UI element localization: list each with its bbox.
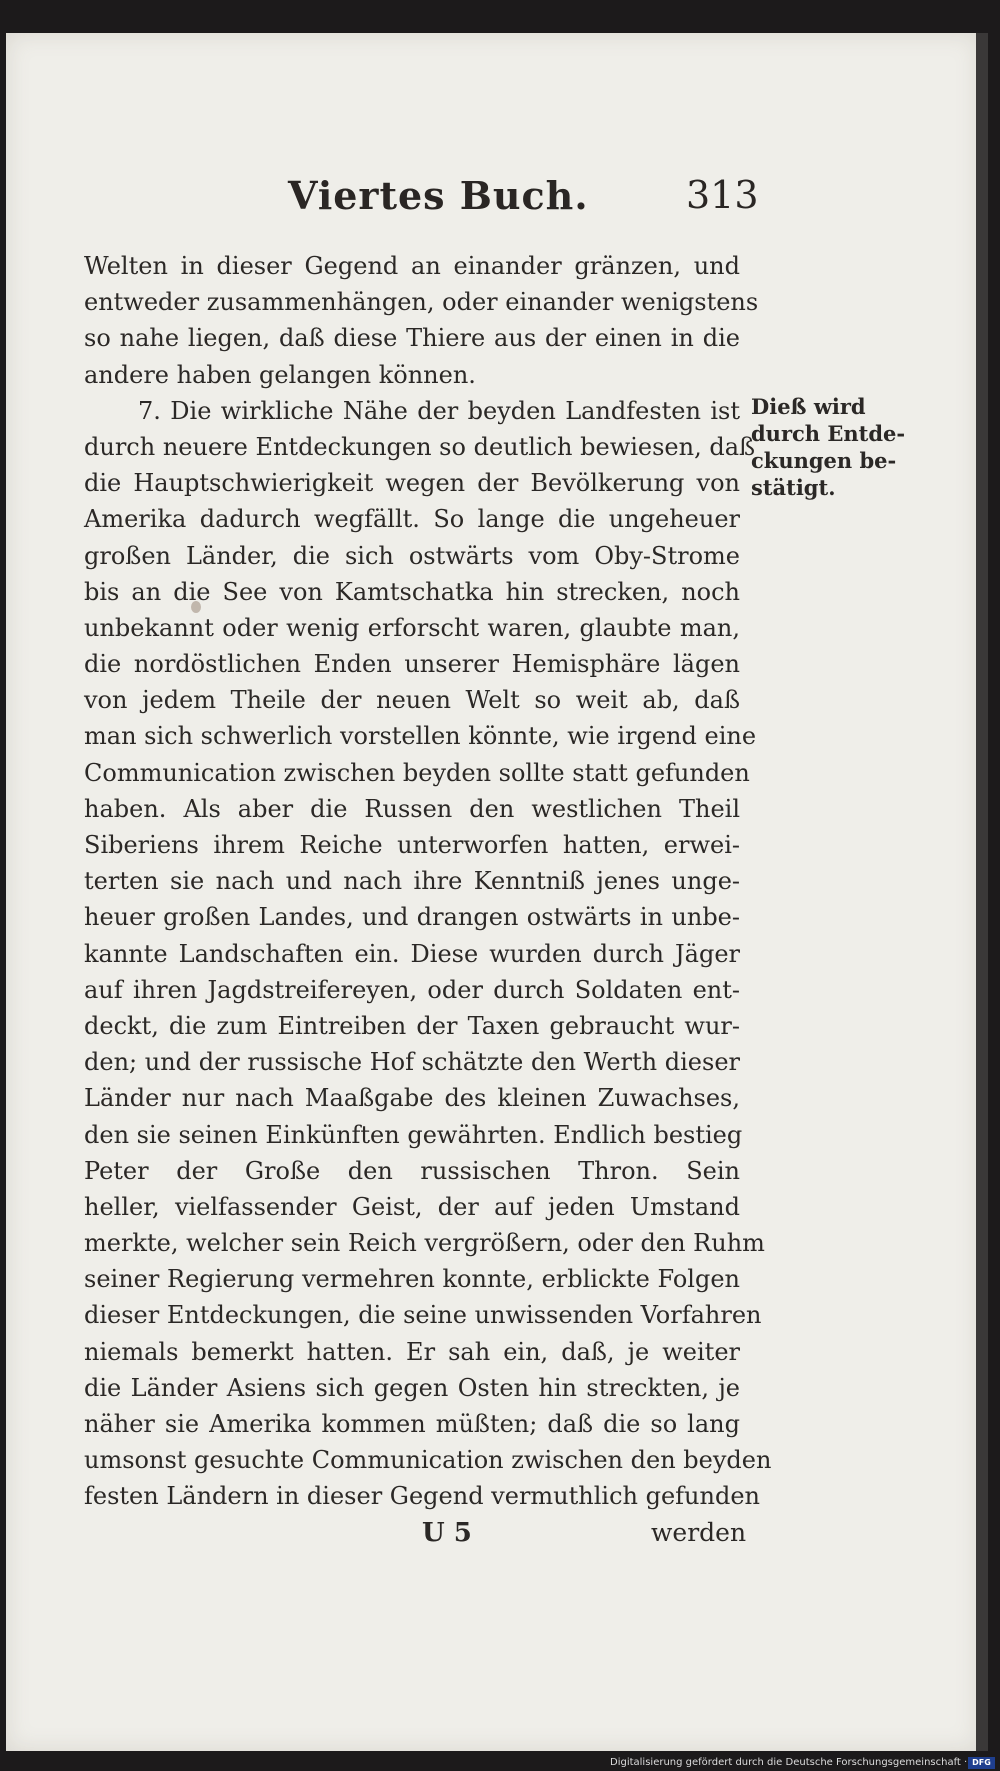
text-line: die Hauptschwierigkeit wegen der Bevölkerung von	[84, 469, 740, 498]
text-line: näher sie Amerika kommen müßten; daß die so lang	[84, 1410, 740, 1438]
text-line: haben. Als aber die Russen den westlichen Theil	[84, 794, 740, 823]
text-line: auf ihren Jagdstreifereyen, oder durch Soldaten ent-	[84, 975, 740, 1004]
text-line: Siberiens ihrem Reiche unterworfen hatten, erwei-	[84, 831, 740, 859]
text-line: Länder nur nach Maaßgabe des kleinen Zuwachses,	[84, 1084, 740, 1113]
text-line: bis an die See von Kamtschatka hin strecken, noch	[84, 577, 740, 606]
margin-note-line: durch Entde-	[751, 421, 906, 446]
page-footer	[6, 1518, 746, 1558]
text-line: die Länder Asiens sich gegen Osten hin streckten, je	[84, 1373, 740, 1402]
text-line: den sie seinen Einkünften gewährten. Endlich bestieg	[84, 1120, 743, 1149]
text-line: kannte Landschaften ein. Diese wurden durch Jäger	[84, 939, 740, 968]
text-line: 7. Die wirkliche Nähe der beyden Landfesten ist	[138, 396, 740, 425]
body-text	[84, 248, 772, 1515]
text-line: von jedem Theile der neuen Welt so weit ab, daß	[84, 686, 740, 715]
text-line: so nahe liegen, daß diese Thiere aus der einen in die	[84, 324, 740, 353]
running-title: Viertes Buch.	[288, 173, 589, 218]
digitization-credit: Digitalisierung gefördert durch die Deutsche Forschungsgemeinschaft ·	[610, 1757, 968, 1768]
margin-note	[751, 393, 906, 501]
page-header	[6, 173, 759, 223]
text-line: heller, vielfassender Geist, der auf jeden Umstand	[84, 1192, 740, 1221]
text-line: umsonst gesuchte Communication zwischen den beyden	[84, 1446, 772, 1475]
margin-note-line: stätigt.	[751, 475, 836, 500]
text-line: man sich schwerlich vorstellen könnte, wie irgend eine	[84, 722, 757, 751]
text-line: Peter der Große den russischen Thron. Sein	[84, 1156, 740, 1185]
text-line: festen Ländern in dieser Gegend vermuthlich gefunden	[84, 1482, 760, 1511]
text-line: unbekannt oder wenig erforscht waren, glaubte man,	[84, 613, 740, 642]
text-line: heuer großen Landes, und drangen ostwärts in unbe-	[84, 903, 740, 932]
margin-note-line: ckungen be-	[751, 448, 897, 473]
text-line: deckt, die zum Eintreiben der Taxen gebraucht wur-	[84, 1011, 740, 1040]
margin-note-line: Dieß wird	[751, 394, 866, 419]
text-line: niemals bemerkt hatten. Er sah ein, daß, je weiter	[84, 1337, 740, 1366]
signature-mark: U 5	[422, 1518, 472, 1548]
dfg-logo: DFG	[968, 1757, 995, 1769]
text-line: entweder zusammenhängen, oder einander wenigstens	[84, 288, 759, 317]
text-line: Amerika dadurch wegfällt. So lange die ungeheuer	[84, 505, 740, 534]
catchword: werden	[651, 1518, 747, 1547]
text-line: die nordöstlichen Enden unserer Hemisphäre lägen	[84, 650, 740, 679]
text-line: Communication zwischen beyden sollte statt gefunden	[84, 758, 750, 787]
text-line: andere haben gelangen können.	[84, 360, 476, 389]
book-page	[6, 33, 979, 1751]
page-edge	[976, 33, 988, 1751]
text-line: merkte, welcher sein Reich vergrößern, oder den Ruhm	[84, 1229, 765, 1258]
text-line: terten sie nach und nach ihre Kenntniß jenes unge-	[84, 867, 740, 896]
text-line: großen Länder, die sich ostwärts vom Oby-Strome	[84, 541, 740, 570]
text-line: Welten in dieser Gegend an einander gränzen, und	[84, 252, 740, 280]
text-line: den; und der russische Hof schätzte den Werth dieser	[84, 1048, 740, 1077]
text-line: durch neuere Entdeckungen so deutlich bewiesen, daß	[84, 432, 756, 461]
text-line: seiner Regierung vermehren konnte, erblickte Folgen	[84, 1265, 740, 1294]
text-line: dieser Entdeckungen, die seine unwissenden Vorfahren	[84, 1301, 762, 1330]
page-number: 313	[686, 173, 759, 217]
